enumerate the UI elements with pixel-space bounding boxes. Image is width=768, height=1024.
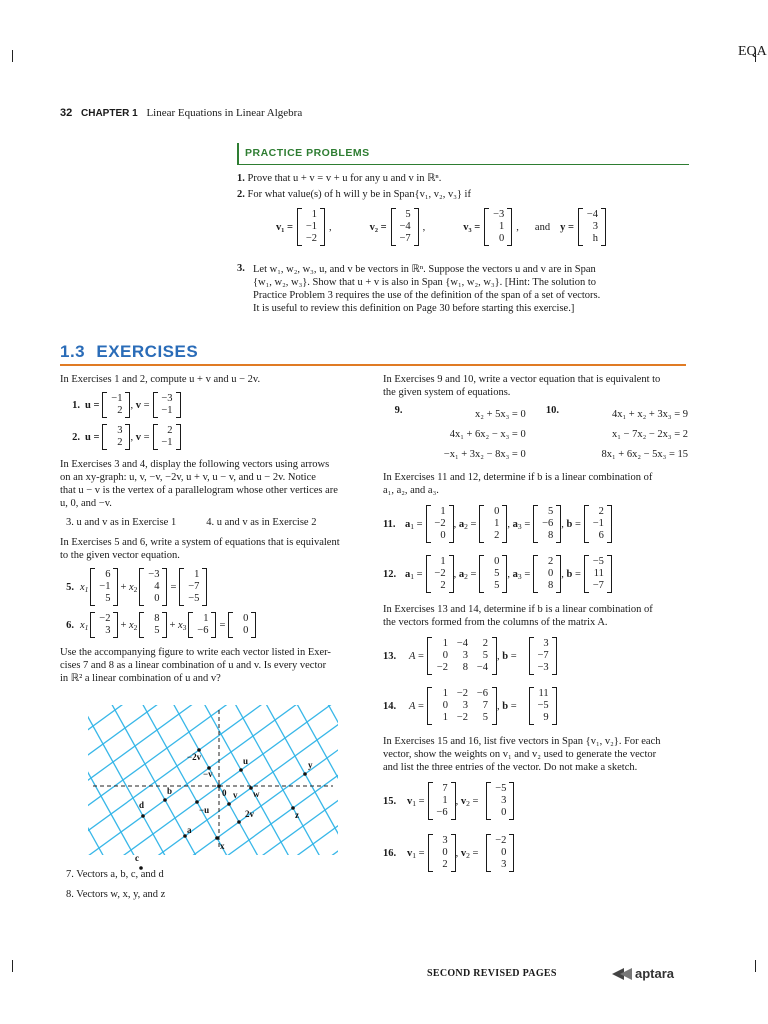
vector-v1 [428, 782, 456, 820]
practice-vectors: v₁ = 1 −1 −2 , v₂ = 5 −4 −7 , v₃ = −3 1 0 , and y = −4 3 h [276, 208, 606, 246]
vector-entry: −7 [399, 233, 411, 244]
exercise-3: 3. u and v as in Exercise 1 [66, 517, 177, 528]
figure-label-w: w [253, 789, 260, 799]
vector-entry: 5 [494, 580, 500, 591]
figure-label-x: x [220, 841, 225, 851]
exercise-14: 14. A = 1 0 1 −2 3 −2 −6 7 5 , b = 11 −5 9 [383, 687, 688, 725]
vector-entry: −2 [305, 233, 318, 244]
vector-entry: −2 [434, 518, 446, 529]
vector-entry: 5 [105, 593, 111, 604]
vector-entry: 0 [501, 847, 507, 858]
matrix-entry: 5 [482, 650, 488, 661]
vector-entry: −3 [537, 662, 549, 673]
vector-entry: −7 [188, 581, 200, 592]
vector-entry: −3 [161, 393, 173, 404]
section-number: 1.3 [60, 342, 86, 361]
vector-entry: 9 [543, 712, 549, 723]
y-label: y = [560, 221, 574, 233]
aptara-wordmark: aptara [635, 966, 675, 981]
vector-entry: −2 [495, 835, 507, 846]
vector-v1 [297, 208, 325, 246]
figure-label-u: u [243, 756, 249, 766]
figure-point [215, 836, 219, 840]
vector-v2 [486, 834, 514, 872]
vector-entry: 0 [494, 506, 500, 517]
exercise-8: 8. Vectors w, x, y, and z [66, 889, 166, 900]
figure-label-2v: 2v [245, 809, 254, 819]
text-line: in ℝ² a linear combination of u and v? [60, 673, 221, 684]
matrix-entry: −6 [476, 688, 488, 699]
vector-entry: h [592, 233, 598, 244]
text-line: Use the accompanying figure to write each vector listed in Exer- [60, 647, 331, 658]
section-rule [60, 364, 686, 366]
text-line: and list the three entries of the vector. Do not make a sketch. [383, 762, 638, 773]
exercise-15: 15. $v_1$ = 7 1 −6 , $v_2$ = −5 3 0 [383, 782, 688, 820]
practice-problem-1: Prove that u + v = v + u for any u and v in ℝⁿ. [247, 173, 442, 184]
figure-point [227, 802, 231, 806]
text-line: Let w₁, w₂, w₃, u, and v be vectors in ℝⁿ. Suppose the vectors u and v are in Span [253, 264, 596, 275]
intro-exercises-9-10 [383, 373, 688, 399]
matrix-entry: 8 [462, 662, 468, 673]
vector [90, 568, 118, 606]
text-line: 4x₁ + x₂ + 3x₃ = 9 [612, 409, 688, 420]
vector-entry: 2 [547, 556, 554, 567]
matrix-entry: 3 [462, 650, 468, 661]
vector-entry: 3 [442, 835, 448, 846]
matrix-entry: −4 [456, 638, 468, 649]
vector-v1 [428, 834, 456, 872]
vector-entry: −3 [493, 209, 505, 220]
vector [188, 612, 216, 638]
vector [228, 612, 256, 638]
vector-entry: 1 [194, 569, 200, 580]
vector-v2 [486, 782, 514, 820]
vector-a1 [426, 555, 454, 593]
revised-pages-label: SECOND REVISED PAGES [427, 968, 557, 979]
crop-mark [755, 960, 756, 972]
text-line: cises 7 and 8 as a linear combination of u and v. Is every vector [60, 660, 327, 671]
text-line: It is useful to review this definition on Page 30 before starting this exercise.] [253, 303, 575, 314]
practice-problem-3 [237, 263, 692, 315]
practice-problems [237, 172, 692, 201]
exercise-10-system [563, 405, 688, 465]
figure-label-zero: 0 [222, 788, 227, 798]
vector-entry: 0 [501, 807, 507, 818]
vector-entry: 3 [117, 425, 123, 436]
crop-mark [12, 960, 13, 972]
vector-entry: 11 [538, 688, 549, 699]
vector-entry: −6 [197, 625, 209, 636]
aptara-logo [612, 966, 674, 981]
practice-box [237, 143, 689, 165]
section-heading [60, 342, 198, 362]
vector-entry: −5 [495, 783, 507, 794]
figure-point [239, 768, 243, 772]
text-line: the given system of equations. [383, 387, 511, 398]
figure-label-a: a [187, 825, 192, 835]
vector-entry: 5 [494, 568, 500, 579]
figure-label-d: d [139, 800, 145, 810]
vector-b [529, 687, 557, 725]
matrix-entry: 1 [442, 688, 448, 699]
vector-a2 [479, 505, 507, 543]
exercise-7: 7. Vectors a, b, c, and d [66, 869, 164, 880]
text-line: In Exercises 5 and 6, write a system of equations that is equivalent [60, 537, 340, 548]
corner-running-text: EQA [738, 44, 767, 59]
vector-entry: −4 [399, 221, 411, 232]
page-number: 32 [60, 107, 73, 119]
vector-entry: 2 [440, 580, 446, 591]
right-column [383, 373, 688, 872]
exercise-9-system [411, 405, 526, 465]
vector-entry: 0 [440, 530, 446, 541]
matrix-entry: −4 [476, 662, 488, 673]
text-line: In Exercises 3 and 4, display the following vectors using arrows [60, 459, 330, 470]
figure-point [303, 772, 307, 776]
exercise-2: 2. u = 3 2 , v = 2 −1 [60, 424, 368, 450]
vector-entry: −1 [161, 405, 173, 416]
vector-entry: 1 [203, 613, 209, 624]
and-word: and [534, 221, 551, 233]
text-line: {w₁, w₂, w₃}. Show that u + v is also in Span {w₁, w₂, w₃}. [Hint: The solution to [253, 277, 597, 288]
figure-point [163, 798, 167, 802]
intro-exercises-1-2: In Exercises 1 and 2, compute u + v and u − 2v. [60, 374, 261, 385]
vector-entry: −7 [537, 650, 549, 661]
text-line: on an xy-graph: u, v, −v, −2v, u + v, u − v, and u − 2v. Notice [60, 472, 316, 483]
vector-a2 [479, 555, 507, 593]
exercise-11: 11. $a_1$ = 1 −2 0 , $a_2$ = 0 1 2 , $a_3$ = 5 −6 8 , b = 2 −1 6 [383, 505, 688, 543]
v1-label: v₁ = [276, 221, 294, 233]
matrix-entry: 0 [442, 700, 448, 711]
figure-label-negu: −u [199, 805, 210, 815]
vector-y [578, 208, 606, 246]
matrix-entry: 1 [442, 638, 448, 649]
vector-entry: 2 [598, 506, 604, 517]
matrix-entry: −2 [436, 662, 448, 673]
figure-label-b: b [167, 786, 173, 796]
figure-label-y: y [308, 760, 313, 770]
intro-exercises-3-4 [60, 458, 368, 510]
vector-grid-figure [88, 705, 338, 863]
problem-number: 1. [237, 173, 245, 184]
figure-label-v: v [233, 790, 238, 800]
vector-entry: −1 [592, 518, 604, 529]
vector-entry: 0 [154, 593, 160, 604]
chapter-title: Linear Equations in Linear Algebra [146, 107, 303, 119]
matrix-entry: 1 [442, 712, 448, 723]
vector-entry: 0 [442, 847, 448, 858]
figure-label-z: z [295, 810, 299, 820]
exercises-3-4 [60, 517, 368, 528]
vector [139, 612, 167, 638]
figure-label-negv: −v [203, 769, 213, 779]
section-title: EXERCISES [96, 342, 199, 361]
figure-point [195, 800, 199, 804]
v3-label: v₃ = [463, 221, 481, 233]
text-line: the vectors formed from the columns of the matrix A. [383, 617, 608, 628]
vector-v3 [484, 208, 512, 246]
matrix-A [427, 687, 497, 725]
vector-entry: 5 [154, 625, 160, 636]
vector-entry: −3 [148, 569, 160, 580]
text-line: Practice Problem 3 requires the use of the definition of the span of a set of vectors. [253, 290, 601, 301]
exercise-13: 13. A = 1 0 −2 −4 3 8 2 5 −4 , b = 3 −7 −3 [383, 637, 688, 675]
vector-entry: 0 [494, 556, 500, 567]
practice-problem-3-text [253, 263, 600, 315]
vector [90, 612, 118, 638]
vector-b [584, 555, 612, 593]
intro-exercises-13-14 [383, 603, 688, 629]
matrix-entry: 5 [482, 712, 488, 723]
text-line: In Exercises 11 and 12, determine if b is a linear combination of [383, 472, 653, 483]
figure-point [237, 820, 241, 824]
vector-entry: 2 [117, 437, 123, 448]
text-line: 4x₁ + 6x₂ − x₃ = 0 [449, 429, 526, 440]
vector-entry: 8 [154, 613, 160, 624]
vector [179, 568, 207, 606]
text-line: to the given vector equation. [60, 550, 180, 561]
vector-u [102, 424, 130, 450]
vector-entry: 11 [593, 568, 604, 579]
vector-entry: −4 [586, 209, 598, 220]
vector-entry: −5 [592, 556, 604, 567]
matrix-entry: −2 [456, 712, 468, 723]
text-line: In Exercises 13 and 14, determine if b is a linear combination of [383, 604, 653, 615]
vector-entry: −2 [99, 613, 111, 624]
vector-entry: −2 [434, 568, 446, 579]
vector-v2 [391, 208, 419, 246]
matrix-entry: 0 [442, 650, 448, 661]
text-line: In Exercises 9 and 10, write a vector equation that is equivalent to [383, 374, 661, 385]
vector-entry: −1 [111, 393, 123, 404]
text-line: x₂ + 5x₃ = 0 [475, 409, 526, 420]
intro-exercises-11-12 [383, 471, 688, 497]
v2-label: v₂ = [369, 221, 387, 233]
aptara-logo-icon [612, 968, 632, 980]
vector-entry: 8 [547, 530, 554, 541]
vector-entry: 6 [105, 569, 111, 580]
exercise-4: 4. u and v as in Exercise 2 [206, 517, 317, 528]
vector-entry: 3 [501, 795, 507, 806]
vector-v [153, 392, 181, 418]
practice-heading: PRACTICE PROBLEMS [245, 147, 370, 159]
intro-exercises-15-16 [383, 735, 688, 774]
text-line: u, 0, and −v. [60, 498, 112, 509]
chapter-label: CHAPTER 1 [81, 108, 138, 119]
text-line: In Exercises 15 and 16, list five vectors in Span {v₁, v₂}. For each [383, 736, 661, 747]
matrix-entry: −2 [456, 688, 468, 699]
vector-entry: 2 [167, 425, 173, 436]
vector-entry: −5 [188, 593, 200, 604]
vector-entry: 2 [442, 859, 448, 870]
matrix-A [427, 637, 497, 675]
vector-a3 [533, 505, 561, 543]
vector-a3 [533, 555, 561, 593]
figure-point [217, 784, 221, 788]
vector-entry: 1 [440, 556, 446, 567]
vector-b [584, 505, 612, 543]
vector-v [153, 424, 181, 450]
vector-entry: 3 [592, 221, 598, 232]
vector-entry: 0 [499, 233, 505, 244]
vector-entry: 1 [440, 506, 446, 517]
exercise-12: 12. $a_1$ = 1 −2 2 , $a_2$ = 0 5 5 , $a_3$ = 2 0 8 , b = −5 11 −7 [383, 555, 688, 593]
vector-entry: 5 [405, 209, 411, 220]
vector-entry: 0 [243, 613, 249, 624]
vector-entry: 7 [442, 783, 448, 794]
crop-mark [12, 50, 13, 62]
problem-number: 3. [237, 263, 245, 274]
vector-entry: 2 [494, 530, 500, 541]
exercise-1: 1. u = −1 2 , v = −3 −1 [60, 392, 368, 418]
vector-entry: 3 [501, 859, 507, 870]
vector-entry: 1 [311, 209, 318, 220]
text-line: −x₁ + 3x₂ − 8x₃ = 0 [443, 449, 526, 460]
vector-a1 [426, 505, 454, 543]
intro-exercises-7-8 [60, 646, 368, 685]
vector-entry: −1 [305, 221, 318, 232]
exercises-7-8 [60, 865, 165, 905]
vector-entry: 4 [154, 581, 160, 592]
vector-entry: 5 [547, 506, 554, 517]
figure-point [141, 814, 145, 818]
intro-exercises-5-6 [60, 536, 368, 562]
exercise-5: 5. $x_1$ 6 −1 5 + $x_2$ −3 4 0 = 1 −7 −5 [60, 568, 368, 606]
vector-entry: 0 [547, 568, 554, 579]
vector-entry: −7 [592, 580, 604, 591]
text-line: a₁, a₂, and a₃. [383, 485, 439, 496]
vector-entry: −1 [161, 437, 173, 448]
matrix-entry: 7 [482, 700, 488, 711]
vector-entry: −5 [537, 700, 549, 711]
vector-entry: 3 [543, 638, 549, 649]
practice-problem-2: For what value(s) of h will y be in Span{v₁, v₂, v₃} if [247, 189, 471, 200]
exercises-9-10: 9. x₂ + 5x₃ = 0 4x₁ + 6x₂ − x₃ = 0 −x₁ + 3x₂ − 8x₃ = 0 10. 4x₁ + x₂ + 3x₃ = 9 x₁ − 7x₂ − 2x₃ = 2 8x₁ + 6x₂ − 5x₃ = 15 [383, 405, 688, 465]
vector-entry: 8 [547, 580, 554, 591]
matrix-entry: 2 [482, 638, 488, 649]
text-line: vector, show the weights on v₁ and v₂ used to generate the vector [383, 749, 657, 760]
vector-b [529, 637, 557, 675]
vector-entry: −1 [99, 581, 111, 592]
exercise-16: 16. $v_1$ = 3 0 2 , $v_2$ = −2 0 3 [383, 834, 688, 872]
exercise-6: 6. $x_1$ −2 3 + $x_2$ 8 5 + $x_3$ 1 −6 = 0 0 [60, 612, 368, 638]
vector-u [102, 392, 130, 418]
text-line: x₁ − 7x₂ − 2x₃ = 2 [612, 429, 688, 440]
vector-entry: 0 [243, 625, 249, 636]
figure-label-neg2v: −2v [187, 752, 202, 762]
vector [139, 568, 167, 606]
left-column [60, 373, 368, 685]
matrix-entry: 3 [462, 700, 468, 711]
vector-entry: 6 [598, 530, 604, 541]
vector-entry: 1 [494, 518, 500, 529]
vector-entry: 1 [499, 221, 505, 232]
problem-number: 2. [237, 189, 245, 200]
vector-entry: −6 [436, 807, 448, 818]
vector-entry: −6 [542, 518, 554, 529]
vector-entry: 2 [117, 405, 123, 416]
text-line: 8x₁ + 6x₂ − 5x₃ = 15 [601, 449, 688, 460]
text-line: that u − v is the vertex of a parallelogram whose other vertices are [60, 485, 338, 496]
figure-label-c: c [135, 853, 139, 863]
vector-entry: 3 [105, 625, 111, 636]
vector-entry: 1 [442, 795, 448, 806]
running-header [60, 107, 302, 119]
